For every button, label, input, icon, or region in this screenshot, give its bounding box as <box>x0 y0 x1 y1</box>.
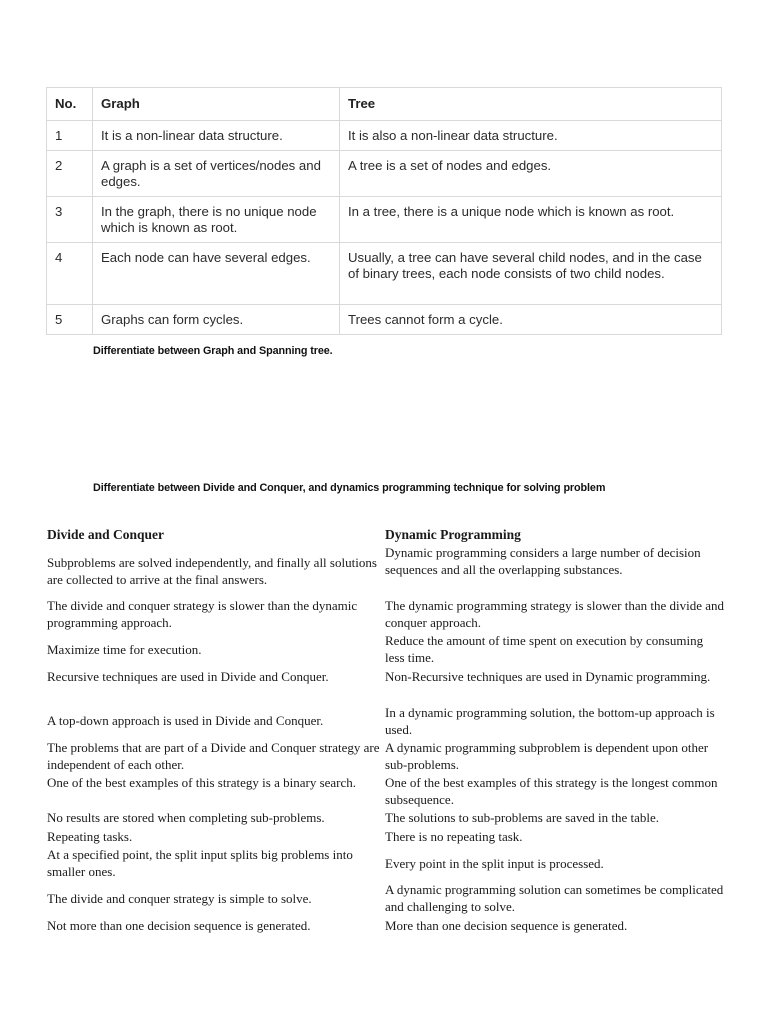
table-row <box>47 305 722 335</box>
divide-conquer-cell: No results are stored when completing sub-problems. <box>47 810 325 825</box>
graph-cell: Graphs can form cycles. <box>93 305 340 335</box>
dynamic-programming-cell: There is no repeating task. <box>385 829 523 844</box>
divide-conquer-cell: Maximize time for execution. <box>47 642 202 657</box>
dynamic-programming-cell: One of the best examples of this strategy is the longest common subsequence. <box>385 775 718 807</box>
graph-cell: A graph is a set of vertices/nodes and edges. <box>93 151 340 197</box>
divide-conquer-cell: Subproblems are solved independently, and finally all solutions are collected to arrive at the final answers. <box>47 555 377 587</box>
caption-graph-spanning-tree: Differentiate between Graph and Spanning tree. <box>93 345 333 357</box>
tree-cell: It is also a non-linear data structure. <box>340 121 722 151</box>
column-header-dynamic-programming: Dynamic Programming <box>385 527 521 542</box>
tree-cell: Trees cannot form a cycle. <box>340 305 722 335</box>
divide-conquer-cell: Recursive techniques are used in Divide and Conquer. <box>47 669 329 684</box>
dynamic-programming-cell: Dynamic programming considers a large number of decision sequences and all the overlapping substances. <box>385 545 701 577</box>
dynamic-programming-cell: The dynamic programming strategy is slower than the divide and conquer approach. <box>385 598 724 630</box>
dynamic-programming-cell: More than one decision sequence is generated. <box>385 918 628 933</box>
graph-tree-table <box>46 87 722 335</box>
column-header-tree: Tree <box>340 88 722 121</box>
dynamic-programming-cell: A dynamic programming subproblem is dependent upon other sub-problems. <box>385 740 709 772</box>
dynamic-programming-cell: A dynamic programming solution can sometimes be complicated and challenging to solve. <box>385 882 724 914</box>
row-number: 3 <box>47 197 93 243</box>
divide-conquer-cell: One of the best examples of this strategy is a binary search. <box>47 775 357 790</box>
divide-conquer-cell: The divide and conquer strategy is simple to solve. <box>47 891 312 906</box>
row-number: 1 <box>47 121 93 151</box>
row-number: 5 <box>47 305 93 335</box>
dynamic-programming-cell: Reduce the amount of time spent on execution by consuming less time. <box>385 633 704 665</box>
dynamic-programming-cell: The solutions to sub-problems are saved in the table. <box>385 810 660 825</box>
graph-cell: Each node can have several edges. <box>93 243 340 305</box>
tree-cell: In a tree, there is a unique node which is known as root. <box>340 197 722 243</box>
dynamic-programming-cell: Every point in the split input is processed. <box>385 856 604 871</box>
tree-cell: A tree is a set of nodes and edges. <box>340 151 722 197</box>
tree-cell: Usually, a tree can have several child nodes, and in the case of binary trees, each node consists of two child nodes. <box>340 243 722 305</box>
table-header-row <box>47 88 722 121</box>
divide-conquer-cell: A top-down approach is used in Divide and Conquer. <box>47 713 324 728</box>
dynamic-programming-cell: In a dynamic programming solution, the bottom-up approach is used. <box>385 705 715 737</box>
column-header-graph: Graph <box>93 88 340 121</box>
graph-cell: In the graph, there is no unique node which is known as root. <box>93 197 340 243</box>
column-header-no: No. <box>47 88 93 121</box>
table-row <box>47 197 722 243</box>
row-number: 4 <box>47 243 93 305</box>
divide-conquer-cell: Repeating tasks. <box>47 829 133 844</box>
column-header-divide-conquer: Divide and Conquer <box>47 527 165 542</box>
table-row <box>47 151 722 197</box>
dynamic-programming-cell: Non-Recursive techniques are used in Dynamic programming. <box>385 669 711 684</box>
divide-conquer-cell: Not more than one decision sequence is generated. <box>47 918 311 933</box>
row-number: 2 <box>47 151 93 197</box>
table-row <box>47 243 722 305</box>
caption-divide-conquer-dp: Differentiate between Divide and Conquer, and dynamics programming technique for solving problem <box>93 482 606 494</box>
graph-cell: It is a non-linear data structure. <box>93 121 340 151</box>
divide-conquer-cell: The problems that are part of a Divide and Conquer strategy are independent of each other. <box>47 740 380 772</box>
divide-conquer-cell: At a specified point, the split input splits big problems into smaller ones. <box>47 847 353 879</box>
divide-conquer-cell: The divide and conquer strategy is slower than the dynamic programming approach. <box>47 598 358 630</box>
table-row <box>47 121 722 151</box>
